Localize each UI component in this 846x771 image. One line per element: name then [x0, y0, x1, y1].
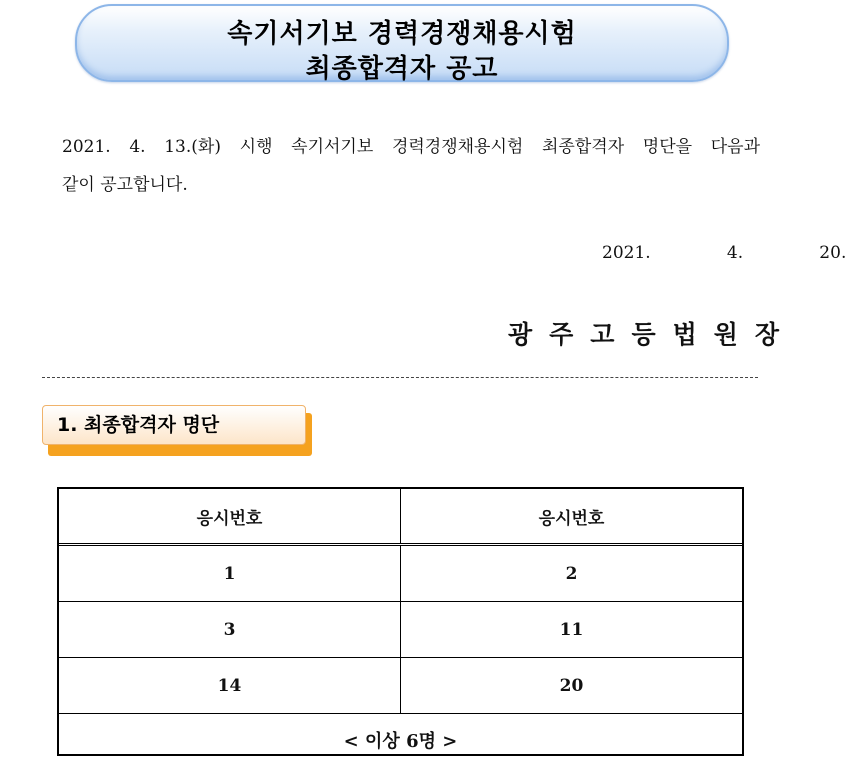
table-row [59, 545, 742, 602]
notice-line-1: 2021. 4. 13.(화) 시행 속기서기보 경력경쟁채용시험 최종합격자 명단을 다음과 [62, 137, 760, 157]
column-header: 응시번호 [401, 489, 743, 545]
table-row [59, 658, 742, 714]
notice-paragraph [62, 128, 760, 204]
table-cell: 14 [59, 658, 401, 714]
table-header-row [59, 489, 742, 545]
notice-line-2: 같이 공고합니다. [62, 175, 188, 195]
page-title: 속기서기보 경력경쟁채용시험 [227, 19, 577, 49]
table-cell: 3 [59, 602, 401, 658]
section-heading: 1. 최종합격자 명단 [42, 405, 306, 445]
divider [42, 377, 758, 378]
total-count: < 이상 6명 > [59, 714, 742, 767]
table-footer-row [59, 714, 742, 767]
announcement-date: 2021. 4. 20. [602, 243, 846, 263]
table-cell: 20 [401, 658, 743, 714]
table-cell: 1 [59, 545, 401, 602]
column-header: 응시번호 [59, 489, 401, 545]
title-banner [75, 4, 729, 82]
results-table [57, 487, 744, 756]
table-cell: 2 [401, 545, 743, 602]
table-cell: 11 [401, 602, 743, 658]
issuer-name: 광주고등법원장 [508, 320, 797, 349]
page-subtitle: 최종합격자 공고 [305, 54, 499, 84]
table-row [59, 602, 742, 658]
